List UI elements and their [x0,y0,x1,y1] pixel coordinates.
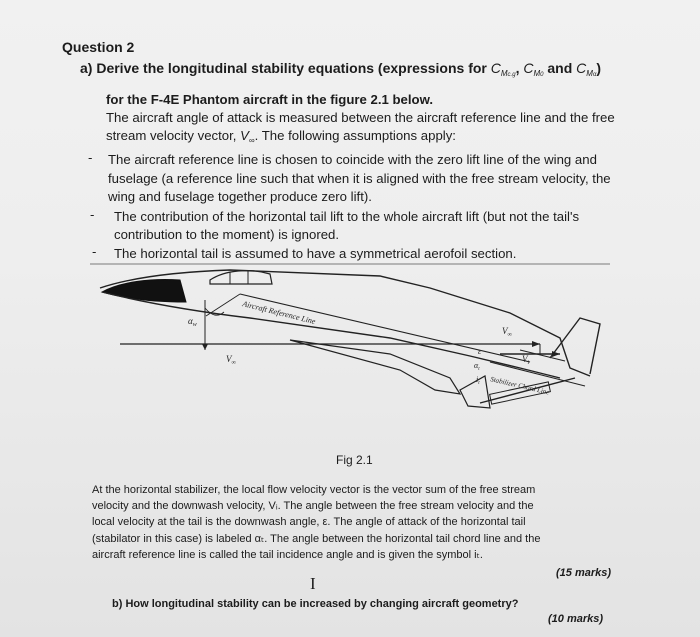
vertical-tail [550,318,600,374]
part-a-and: and [543,60,577,76]
nose-cone [102,280,186,303]
label-v-inf-right: $V_\infty$ [502,326,512,338]
label-alpha-t: $\alpha_t$ [474,361,480,372]
para1-line2: stream velocity vector, $V_\infty$. The following assumptions apply: [106,128,456,145]
label-v-inf-left: $V_\infty$ [226,354,236,366]
symbol-cm-0: $C_{M0}$ [523,60,544,78]
part-a-intro: a) Derive the longitudinal stability equations (expressions for $C_{Mc.g}$, $C_{M0}$ and $C_{M\alpha}$) [80,60,602,78]
aircraft-diagram [90,258,650,428]
bullet-marker: - [92,244,97,259]
explanation-line1: At the horizontal stabilizer, the local flow velocity vector is the vector sum of the free stream [92,484,536,496]
explanation-line4: (stabilator in this case) is labeled αₜ. The angle between the horizontal tail chord line and the [92,533,541,545]
aircraft-reference-line [240,294,530,362]
question-heading: Question 2 [62,39,135,55]
explanation-line2: velocity and the downwash velocity, Vᵢ. The angle between the free stream velocity and the [92,500,534,512]
bullet-1-line3: wing and fuselage together produce zero lift). [108,189,372,204]
label-i-t: $i_t$ [476,375,480,386]
symbol-v-inf: $V_\infty$ [240,128,255,145]
label-epsilon: ε [478,347,482,356]
symbol-cm-alpha: $C_{M\alpha}$ [576,60,597,78]
para1-line1: The aircraft angle of attack is measured between the aircraft reference line and the free [106,110,615,125]
fuselage-bottom-outline [102,292,560,378]
figure-caption: Fig 2.1 [336,453,373,467]
part-b-question: b) How longitudinal stability can be increased by changing aircraft geometry? [112,598,519,610]
bullet-marker: - [88,150,93,165]
stabilator [460,376,490,408]
label-alpha-w: $\alpha_w$ [188,316,197,328]
bullet-marker: - [90,207,95,222]
bullet-2-line1: The contribution of the horizontal tail lift to the whole aircraft lift (but not the tail's [114,209,580,224]
text-cursor-icon: I [310,574,316,593]
part-b-marks: (10 marks) [548,613,604,625]
bullet-1-line1: The aircraft reference line is chosen to coincide with the zero lift line of the wing and [108,152,597,167]
explanation-line5: aircraft reference line is called the tail incidence angle and is given the symbol iₜ. [92,549,483,561]
explanation-line3: local velocity at the tail is the downwash angle, ε. The angle of attack of the horizontal tail [92,516,526,528]
figure-2-1 [90,258,650,428]
label-aircraft-reference-line: Aircraft Reference Line [241,299,317,327]
canopy [210,271,272,284]
label-stabilizer-chord-line: Stabilizer Chord Line [489,375,551,397]
part-a-marks: (15 marks) [556,567,612,579]
label-v-i: $V_i$ [522,354,530,366]
symbol-cm-cg: $C_{Mc.g}$ [490,60,516,78]
bullet-2-line2: contribution to the moment) is ignored. [114,227,340,242]
bullet-1-line2: fuselage (a reference line such that when it is aligned with the free stream velocity, the [108,171,611,186]
bullet-3-line1: The horizontal tail is assumed to have a symmetrical aerofoil section. [114,246,517,261]
part-a-intro-line2: for the F-4E Phantom aircraft in the figure 2.1 below. [106,92,434,107]
part-a-intro-text: a) Derive the longitudinal stability equations (expressions for [80,60,491,76]
